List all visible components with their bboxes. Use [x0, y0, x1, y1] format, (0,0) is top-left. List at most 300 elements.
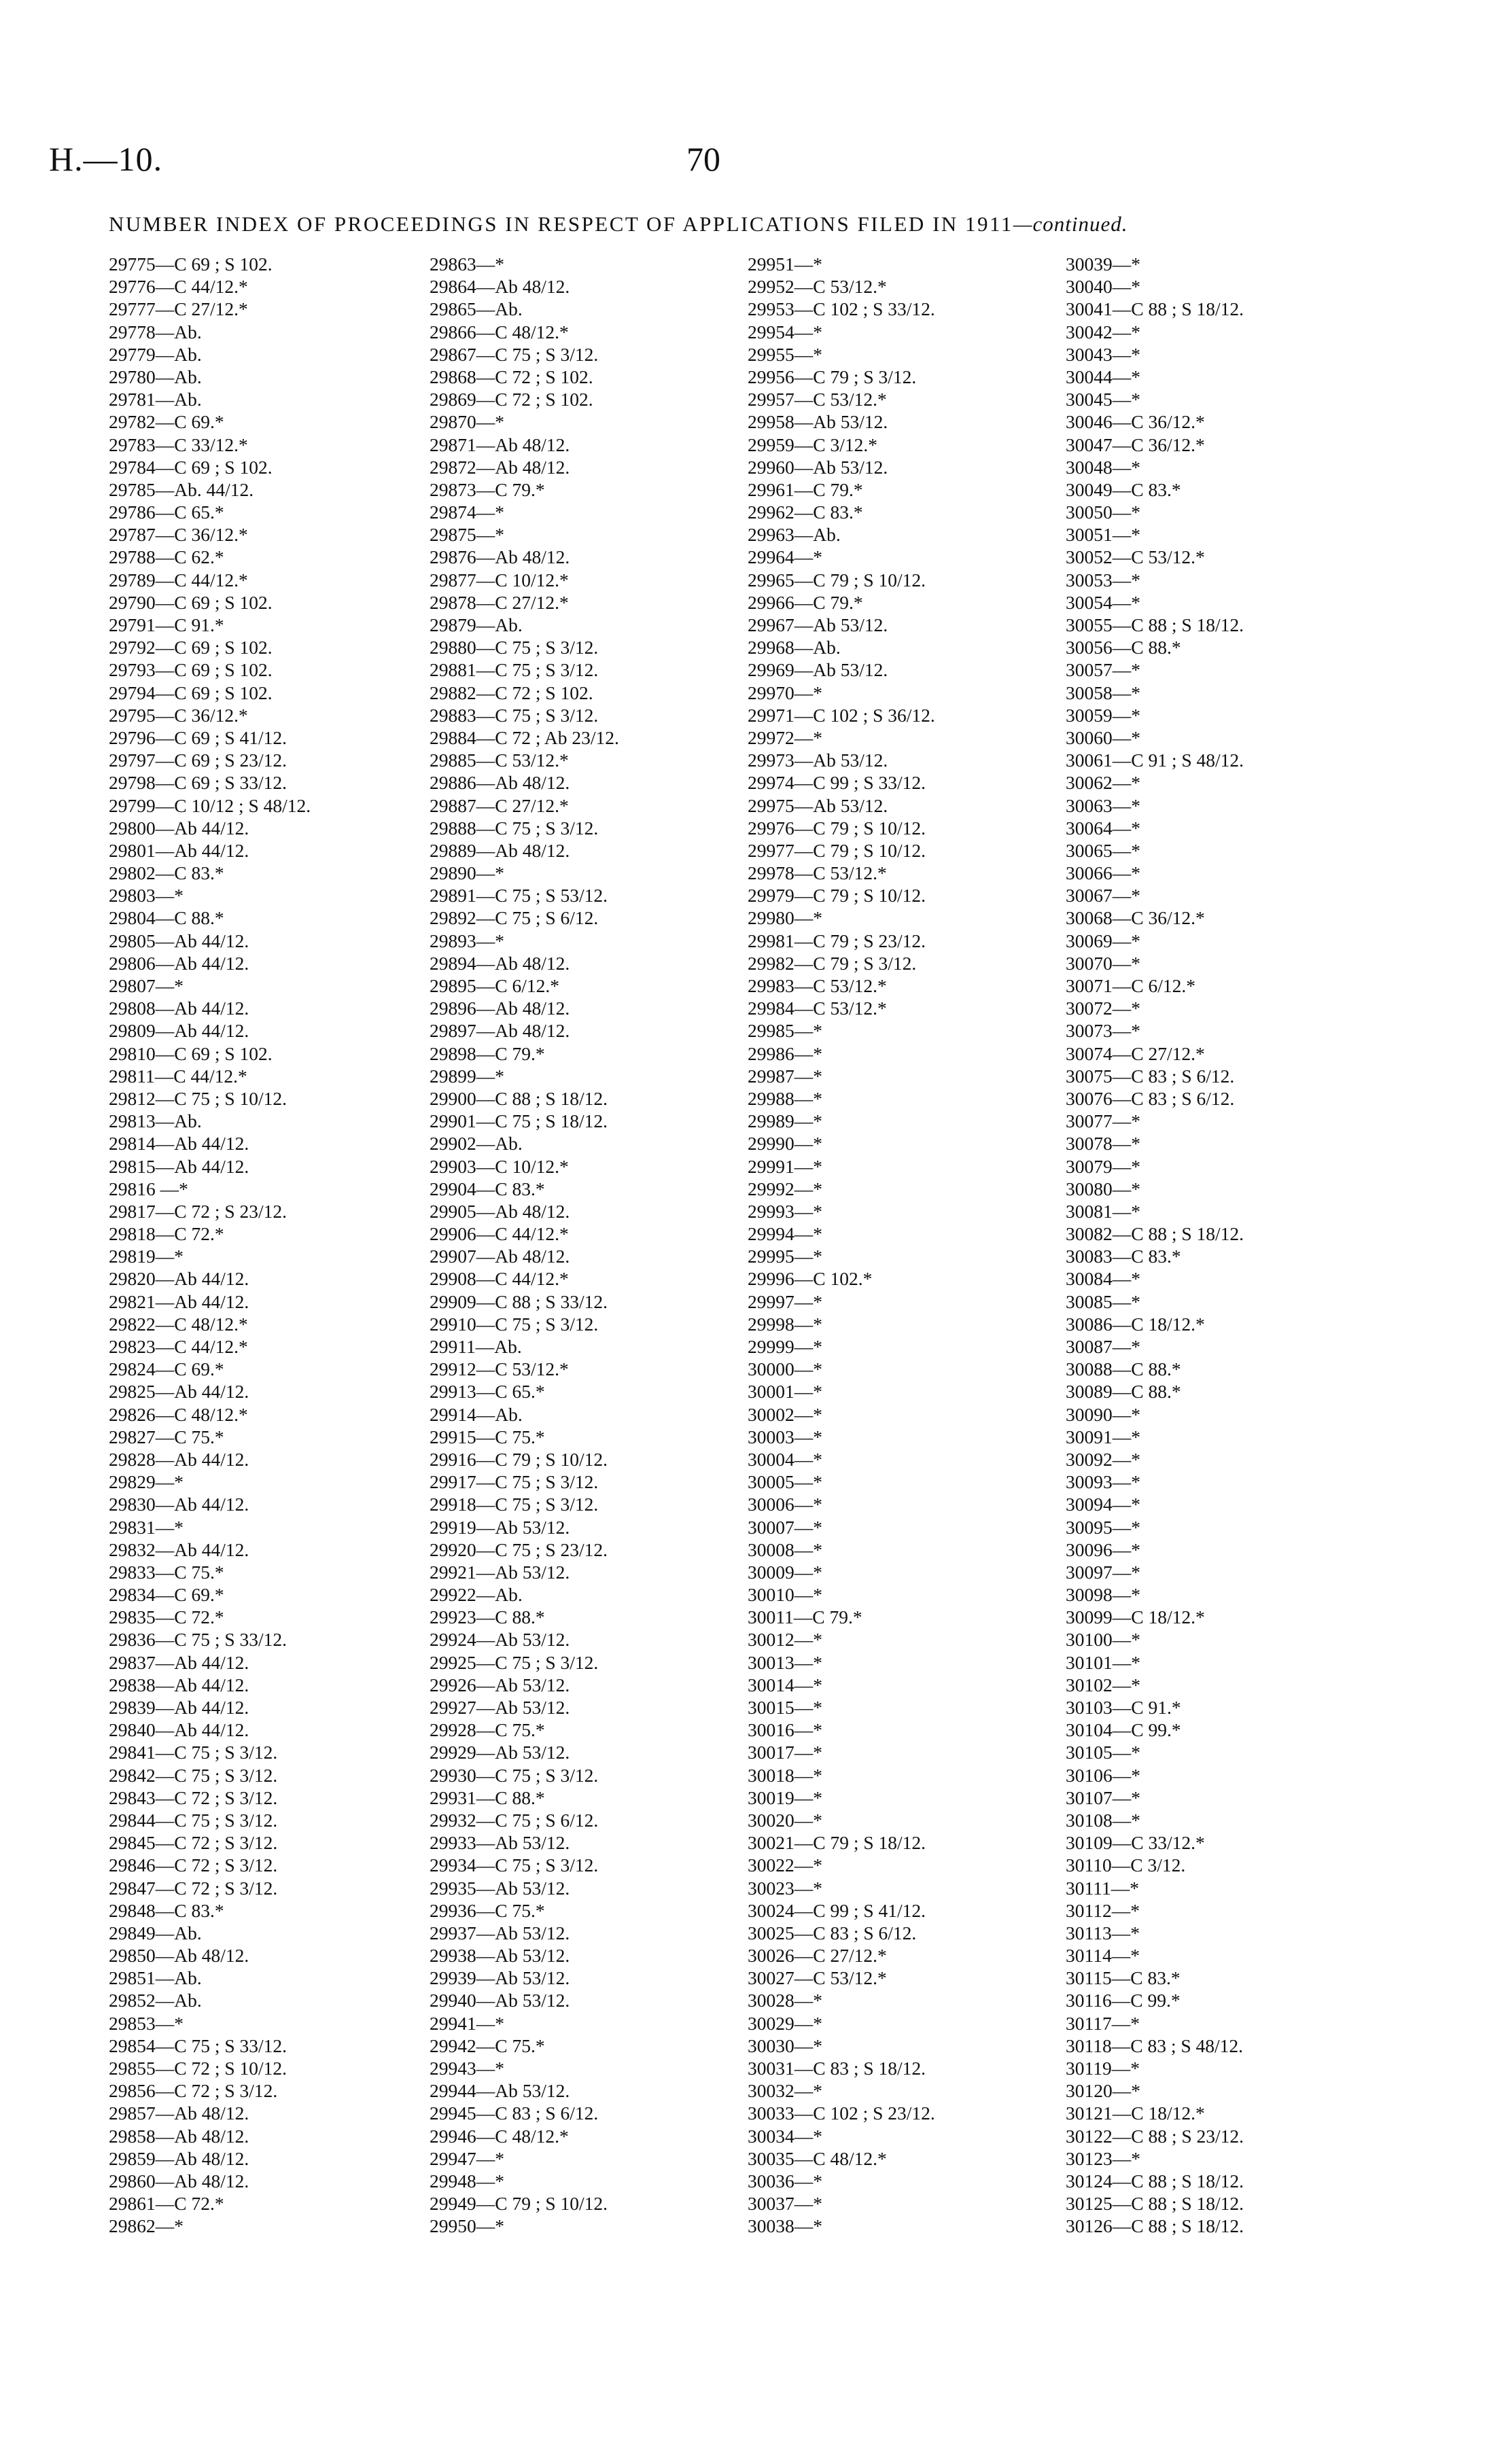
index-entry: 30126—C 88 ; S 18/12.: [1066, 2215, 1244, 2237]
index-entry: 29974—C 99 ; S 33/12.: [748, 772, 926, 794]
index-entry: 29924—Ab 53/12.: [430, 1629, 570, 1651]
index-entry: 30005—*: [748, 1471, 822, 1493]
index-entry: 30074—C 27/12.*: [1066, 1042, 1205, 1064]
index-entry: 29927—Ab 53/12.: [430, 1697, 570, 1718]
index-entry: 29864—Ab 48/12.: [430, 276, 570, 298]
index-entry: 29861—C 72.*: [109, 2193, 224, 2215]
index-entry: 29775—C 69 ; S 102.: [109, 253, 273, 275]
index-entry: 29911—Ab.: [430, 1336, 522, 1357]
index-entry: 29907—Ab 48/12.: [430, 1246, 570, 1267]
index-entry: 30015—*: [748, 1697, 822, 1718]
index-entry: 29957—C 53/12.*: [748, 389, 887, 410]
index-entry: 30049—C 83.*: [1066, 478, 1181, 500]
index-entry: 29937—Ab 53/12.: [430, 1922, 570, 1943]
index-entry: 30102—*: [1066, 1674, 1140, 1695]
index-entry: 30032—*: [748, 2080, 822, 2102]
index-entry: 29820—Ab 44/12.: [109, 1268, 249, 1290]
index-entry: 29923—C 88.*: [430, 1606, 545, 1628]
index-entry: 29960—Ab 53/12.: [748, 456, 888, 478]
index-entry: 29892—C 75 ; S 6/12.: [430, 907, 599, 929]
index-entry: 29901—C 75 ; S 18/12.: [430, 1110, 608, 1132]
index-entry: 30124—C 88 ; S 18/12.: [1066, 2170, 1244, 2192]
index-entry: 30002—*: [748, 1403, 822, 1425]
index-entry: 29943—*: [430, 2058, 504, 2079]
index-entry: 29895—C 6/12.*: [430, 975, 559, 996]
index-entry: 30093—*: [1066, 1471, 1140, 1493]
index-entry: 30109—C 33/12.*: [1066, 1832, 1205, 1854]
index-entry: 29888—C 75 ; S 3/12.: [430, 817, 599, 839]
index-entry: 29899—*: [430, 1065, 504, 1087]
index-entry: 29790—C 69 ; S 102.: [109, 591, 273, 613]
index-title-text: NUMBER INDEX OF PROCEEDINGS IN RESPECT OF APPLICATIONS FILED IN 1911: [109, 212, 1013, 236]
index-entry: 30113—*: [1066, 1922, 1140, 1943]
index-entry: 29984—C 53/12.*: [748, 998, 887, 1019]
index-entry: 29994—*: [748, 1223, 822, 1245]
index-entry: 30101—*: [1066, 1651, 1140, 1673]
index-entry: 29804—C 88.*: [109, 907, 224, 929]
index-entry: 29940—Ab 53/12.: [430, 1990, 570, 2011]
index-entry: 29890—*: [430, 862, 504, 884]
index-entry: 29879—Ab.: [430, 614, 523, 635]
index-entry: 30111—*: [1066, 1877, 1139, 1899]
index-entry: 29841—C 75 ; S 3/12.: [109, 1742, 278, 1763]
index-entry: 29806—Ab 44/12.: [109, 952, 249, 974]
index-entry: 30110—C 3/12.: [1066, 1854, 1186, 1876]
index-entry: 30118—C 83 ; S 48/12.: [1066, 2035, 1244, 2056]
index-entry: 30053—*: [1066, 569, 1140, 591]
index-entry: 29951—*: [748, 253, 822, 275]
index-entry: 29977—C 79 ; S 10/12.: [748, 839, 926, 861]
index-entry: 30014—*: [748, 1674, 822, 1695]
index-entry: 30084—*: [1066, 1268, 1140, 1290]
index-entry: 29815—Ab 44/12.: [109, 1155, 249, 1177]
index-entry: 30115—C 83.*: [1066, 1967, 1181, 1989]
index-entry: 30075—C 83 ; S 6/12.: [1066, 1065, 1235, 1087]
index-entry: 29990—*: [748, 1133, 822, 1155]
index-entry: 29908—C 44/12.*: [430, 1268, 569, 1290]
index-entry: 29900—C 88 ; S 18/12.: [430, 1087, 608, 1109]
index-entry: 29919—Ab 53/12.: [430, 1516, 570, 1538]
index-entry: 29863—*: [430, 253, 504, 275]
index-entry: 29916—C 79 ; S 10/12.: [430, 1448, 608, 1470]
index-entry: 29893—*: [430, 930, 504, 951]
index-entry: 30030—*: [748, 2035, 822, 2056]
index-entry: 30117—*: [1066, 2012, 1140, 2034]
index-entry: 29845—C 72 ; S 3/12.: [109, 1832, 278, 1854]
index-entry: 30083—C 83.*: [1066, 1246, 1181, 1267]
index-entry: 30038—*: [748, 2215, 822, 2237]
index-entry: 29847—C 72 ; S 3/12.: [109, 1877, 278, 1899]
index-column-3: [748, 253, 1074, 2238]
index-entry: 30009—*: [748, 1561, 822, 1583]
index-entry: 29925—C 75 ; S 3/12.: [430, 1651, 599, 1673]
index-entry: 30107—*: [1066, 1787, 1140, 1808]
index-entry: 30017—*: [748, 1742, 822, 1763]
index-entry: 30119—*: [1066, 2058, 1140, 2079]
index-entry: 29829—*: [109, 1471, 184, 1493]
index-entry: 29913—C 65.*: [430, 1381, 545, 1403]
index-entry: 29803—*: [109, 885, 184, 907]
index-entry: 30072—*: [1066, 998, 1140, 1019]
index-entry: 29952—C 53/12.*: [748, 276, 887, 298]
index-entry: 30059—*: [1066, 704, 1140, 726]
index-entry: 29958—Ab 53/12.: [748, 411, 888, 433]
index-entry: 29947—*: [430, 2147, 504, 2169]
index-entry: 29970—*: [748, 682, 822, 703]
index-entry: 30058—*: [1066, 682, 1140, 703]
index-entry: 30105—*: [1066, 1742, 1140, 1763]
index-entry: 29995—*: [748, 1246, 822, 1267]
index-entry: 29872—Ab 48/12.: [430, 456, 570, 478]
index-entry: 30026—C 27/12.*: [748, 1945, 887, 1967]
index-entry: 30122—C 88 ; S 23/12.: [1066, 2125, 1244, 2147]
index-entry: 30050—*: [1066, 501, 1140, 523]
index-entry: 29855—C 72 ; S 10/12.: [109, 2058, 287, 2079]
index-entry: 30079—*: [1066, 1155, 1140, 1177]
index-entry: 29844—C 75 ; S 3/12.: [109, 1809, 278, 1831]
index-entry: 30001—*: [748, 1381, 822, 1403]
index-entry: 29785—Ab. 44/12.: [109, 478, 254, 500]
index-entry: 30042—*: [1066, 321, 1140, 342]
index-entry: 30011—C 79.*: [748, 1606, 862, 1628]
index-entry: 29964—*: [748, 546, 822, 568]
index-entry: 29823—C 44/12.*: [109, 1336, 248, 1357]
index-entry: 29926—Ab 53/12.: [430, 1674, 570, 1695]
index-title-continued: —continued.: [1013, 212, 1128, 236]
index-entry: 29980—*: [748, 907, 822, 929]
index-entry: 30046—C 36/12.*: [1066, 411, 1205, 433]
index-entry: 29793—C 69 ; S 102.: [109, 659, 273, 681]
index-entry: 30125—C 88 ; S 18/12.: [1066, 2193, 1244, 2215]
index-entry: 30121—C 18/12.*: [1066, 2102, 1205, 2124]
index-entry: 29867—C 75 ; S 3/12.: [430, 343, 599, 365]
index-entry: 29835—C 72.*: [109, 1606, 224, 1628]
index-entry: 29860—Ab 48/12.: [109, 2170, 249, 2192]
index-entry: 30071—C 6/12.*: [1066, 975, 1195, 996]
index-entry: 29938—Ab 53/12.: [430, 1945, 570, 1967]
index-entry: 29794—C 69 ; S 102.: [109, 682, 273, 703]
index-entry: 29827—C 75.*: [109, 1426, 224, 1447]
index-entry: 29904—C 83.*: [430, 1178, 545, 1199]
index-entry: 29942—C 75.*: [430, 2035, 545, 2056]
index-entry: 29896—Ab 48/12.: [430, 998, 570, 1019]
index-entry: 29843—C 72 ; S 3/12.: [109, 1787, 278, 1808]
index-entry: 29939—Ab 53/12.: [430, 1967, 570, 1989]
index-entry: 29945—C 83 ; S 6/12.: [430, 2102, 599, 2124]
index-entry: 29941—*: [430, 2012, 504, 2034]
index-entry: 29963—Ab.: [748, 524, 841, 546]
index-entry: 30020—*: [748, 1809, 822, 1831]
index-entry: 29791—C 91.*: [109, 614, 224, 635]
index-entry: 29780—Ab.: [109, 366, 202, 387]
index-entry: 29881—C 75 ; S 3/12.: [430, 659, 599, 681]
index-entry: 29997—*: [748, 1290, 822, 1312]
index-entry: 29826—C 48/12.*: [109, 1403, 248, 1425]
index-entry: 29830—Ab 44/12.: [109, 1494, 249, 1515]
index-column-4: [1066, 253, 1392, 2238]
index-entry: 29889—Ab 48/12.: [430, 839, 570, 861]
index-entry: 29912—C 53/12.*: [430, 1358, 569, 1380]
index-entry: 30029—*: [748, 2012, 822, 2034]
index-entry: 30081—*: [1066, 1200, 1140, 1222]
index-entry: 30112—*: [1066, 1899, 1140, 1921]
index-entry: 30096—*: [1066, 1538, 1140, 1560]
index-entry: 29935—Ab 53/12.: [430, 1877, 570, 1899]
index-entry: 30034—*: [748, 2125, 822, 2147]
index-entry: 29965—C 79 ; S 10/12.: [748, 569, 926, 591]
index-entry: 29910—C 75 ; S 3/12.: [430, 1313, 599, 1335]
index-entry: 29955—*: [748, 343, 822, 365]
index-entry: 29798—C 69 ; S 33/12.: [109, 772, 287, 794]
index-entry: 30024—C 99 ; S 41/12.: [748, 1899, 926, 1921]
index-entry: 29839—Ab 44/12.: [109, 1697, 249, 1718]
index-entry: 29905—Ab 48/12.: [430, 1200, 570, 1222]
index-entry: 29885—C 53/12.*: [430, 750, 569, 771]
index-entry: 29950—*: [430, 2215, 504, 2237]
index-entry: 30051—*: [1066, 524, 1140, 546]
index-entry: 30067—*: [1066, 885, 1140, 907]
index-entry: 29792—C 69 ; S 102.: [109, 637, 273, 658]
index-entry: 30013—*: [748, 1651, 822, 1673]
index-entry: 30054—*: [1066, 591, 1140, 613]
index-entry: 29886—Ab 48/12.: [430, 772, 570, 794]
index-entry: 29875—*: [430, 524, 504, 546]
index-entry: 29805—Ab 44/12.: [109, 930, 249, 951]
index-entry: 29813—Ab.: [109, 1110, 202, 1132]
index-entry: 30045—*: [1066, 389, 1140, 410]
index-entry: 29868—C 72 ; S 102.: [430, 366, 593, 387]
index-entry: 30040—*: [1066, 276, 1140, 298]
index-entry: 30060—*: [1066, 726, 1140, 748]
index-entry: 29989—*: [748, 1110, 822, 1132]
index-entry: 29850—Ab 48/12.: [109, 1945, 249, 1967]
index-entry: 29959—C 3/12.*: [748, 434, 877, 455]
document-reference: H.—10.: [49, 140, 163, 178]
index-entry: 30068—C 36/12.*: [1066, 907, 1205, 929]
index-entry: 30018—*: [748, 1764, 822, 1786]
index-entry: 30057—*: [1066, 659, 1140, 681]
index-entry: 29969—Ab 53/12.: [748, 659, 888, 681]
index-entry: 29842—C 75 ; S 3/12.: [109, 1764, 278, 1786]
index-entry: 29914—Ab.: [430, 1403, 523, 1425]
index-entry: 29917—C 75 ; S 3/12.: [430, 1471, 599, 1493]
index-entry: 30010—*: [748, 1584, 822, 1606]
index-entry: 29878—C 27/12.*: [430, 591, 569, 613]
index-entry: 30063—*: [1066, 794, 1140, 816]
index-entry: 30097—*: [1066, 1561, 1140, 1583]
index-entry: 30056—C 88.*: [1066, 637, 1181, 658]
index-entry: 29983—C 53/12.*: [748, 975, 887, 996]
index-entry: 29946—C 48/12.*: [430, 2125, 569, 2147]
index-entry: 29870—*: [430, 411, 504, 433]
index-entry: 29967—Ab 53/12.: [748, 614, 888, 635]
index-entry: 29853—*: [109, 2012, 184, 2034]
index-entry: 29866—C 48/12.*: [430, 321, 569, 342]
index-entry: 30090—*: [1066, 1403, 1140, 1425]
index-entry: 29998—*: [748, 1313, 822, 1335]
index-entry: 30039—*: [1066, 253, 1140, 275]
index-entry: 29779—Ab.: [109, 343, 202, 365]
index-entry: 29856—C 72 ; S 3/12.: [109, 2080, 278, 2102]
index-entry: 30100—*: [1066, 1629, 1140, 1651]
index-entry: 29831—*: [109, 1516, 184, 1538]
index-entry: 29883—C 75 ; S 3/12.: [430, 704, 599, 726]
index-entry: 30003—*: [748, 1426, 822, 1447]
index-entry: 29973—Ab 53/12.: [748, 750, 888, 771]
index-entry: 30098—*: [1066, 1584, 1140, 1606]
index-entry: 29797—C 69 ; S 23/12.: [109, 750, 287, 771]
index-entry: 29786—C 65.*: [109, 501, 224, 523]
index-entry: 29865—Ab.: [430, 298, 523, 320]
index-entry: 29936—C 75.*: [430, 1899, 545, 1921]
index-entry: 29787—C 36/12.*: [109, 524, 248, 546]
index-entry: 29922—Ab.: [430, 1584, 523, 1606]
index-entry: 29880—C 75 ; S 3/12.: [430, 637, 599, 658]
index-entry: 30066—*: [1066, 862, 1140, 884]
index-entry: 29818—C 72.*: [109, 1223, 224, 1245]
index-entry: 29846—C 72 ; S 3/12.: [109, 1854, 278, 1876]
index-entry: 29811—C 44/12.*: [109, 1065, 247, 1087]
index-entry: 29992—*: [748, 1178, 822, 1199]
page-number: 70: [686, 140, 720, 178]
index-entry: 29840—Ab 44/12.: [109, 1719, 249, 1741]
index-entry: 29986—*: [748, 1042, 822, 1064]
index-entry: 29972—*: [748, 726, 822, 748]
index-entry: 30036—*: [748, 2170, 822, 2192]
index-entry: 29808—Ab 44/12.: [109, 998, 249, 1019]
index-entry: 29897—Ab 48/12.: [430, 1020, 570, 1042]
index-entry: 30094—*: [1066, 1494, 1140, 1515]
index-entry: 29982—C 79 ; S 3/12.: [748, 952, 917, 974]
index-entry: 30077—*: [1066, 1110, 1140, 1132]
index-entry: 29834—C 69.*: [109, 1584, 224, 1606]
index-entry: 30095—*: [1066, 1516, 1140, 1538]
index-entry: 30027—C 53/12.*: [748, 1967, 887, 1989]
index-title: [109, 212, 1441, 236]
index-entry: 30047—C 36/12.*: [1066, 434, 1205, 455]
index-entry: 29930—C 75 ; S 3/12.: [430, 1764, 599, 1786]
index-entry: 29799—C 10/12 ; S 48/12.: [109, 794, 311, 816]
index-entry: 29789—C 44/12.*: [109, 569, 248, 591]
index-entry: 30061—C 91 ; S 48/12.: [1066, 750, 1244, 771]
index-entry: 29838—Ab 44/12.: [109, 1674, 249, 1695]
index-entry: 30076—C 83 ; S 6/12.: [1066, 1087, 1235, 1109]
index-column-2: [430, 253, 756, 2238]
index-entry: 30080—*: [1066, 1178, 1140, 1199]
index-entry: 30021—C 79 ; S 18/12.: [748, 1832, 926, 1854]
index-entry: 29898—C 79.*: [430, 1042, 545, 1064]
index-entry: 29862—*: [109, 2215, 184, 2237]
index-entry: 30037—*: [748, 2193, 822, 2215]
index-entry: 29810—C 69 ; S 102.: [109, 1042, 273, 1064]
index-entry: 30008—*: [748, 1538, 822, 1560]
index-entry: 30088—C 88.*: [1066, 1358, 1181, 1380]
index-entry: 29824—C 69.*: [109, 1358, 224, 1380]
index-entry: 29828—Ab 44/12.: [109, 1448, 249, 1470]
index-entry: 30065—*: [1066, 839, 1140, 861]
index-entry: 30016—*: [748, 1719, 822, 1741]
index-column-1: [109, 253, 435, 2238]
index-entry: 30035—C 48/12.*: [748, 2147, 887, 2169]
index-entry: 29915—C 75.*: [430, 1426, 545, 1447]
index-entry: 29971—C 102 ; S 36/12.: [748, 704, 935, 726]
index-entry: 29814—Ab 44/12.: [109, 1133, 249, 1155]
index-entry: 29833—C 75.*: [109, 1561, 224, 1583]
index-entry: 29781—Ab.: [109, 389, 202, 410]
index-entry: 30044—*: [1066, 366, 1140, 387]
index-entry: 30055—C 88 ; S 18/12.: [1066, 614, 1244, 635]
index-entry: 30089—C 88.*: [1066, 1381, 1181, 1403]
index-entry: 30114—*: [1066, 1945, 1140, 1967]
index-entry: 30070—*: [1066, 952, 1140, 974]
index-entry: 29933—Ab 53/12.: [430, 1832, 570, 1854]
index-entry: 29991—*: [748, 1155, 822, 1177]
index-entry: 29953—C 102 ; S 33/12.: [748, 298, 935, 320]
index-entry: 29869—C 72 ; S 102.: [430, 389, 593, 410]
index-entry: 29968—Ab.: [748, 637, 841, 658]
index-entry: 29976—C 79 ; S 10/12.: [748, 817, 926, 839]
index-entry: 29783—C 33/12.*: [109, 434, 248, 455]
index-entry: 30000—*: [748, 1358, 822, 1380]
index-entry: 29966—C 79.*: [748, 591, 863, 613]
index-entry: 29920—C 75 ; S 23/12.: [430, 1538, 608, 1560]
index-entry: 30052—C 53/12.*: [1066, 546, 1205, 568]
index-entry: 29776—C 44/12.*: [109, 276, 248, 298]
index-entry: 30043—*: [1066, 343, 1140, 365]
index-entry: 29903—C 10/12.*: [430, 1155, 569, 1177]
index-entry: 29981—C 79 ; S 23/12.: [748, 930, 926, 951]
index-entry: 30086—C 18/12.*: [1066, 1313, 1205, 1335]
index-entry: 30007—*: [748, 1516, 822, 1538]
index-entry: 29932—C 75 ; S 6/12.: [430, 1809, 599, 1831]
index-entry: 29993—*: [748, 1200, 822, 1222]
index-entry: 29948—*: [430, 2170, 504, 2192]
index-entry: 30048—*: [1066, 456, 1140, 478]
index-entry: 29788—C 62.*: [109, 546, 224, 568]
index-entry: 29795—C 36/12.*: [109, 704, 248, 726]
index-entry: 29851—Ab.: [109, 1967, 202, 1989]
index-entry: 29852—Ab.: [109, 1990, 202, 2011]
index-entry: 30012—*: [748, 1629, 822, 1651]
index-entry: 29921—Ab 53/12.: [430, 1561, 570, 1583]
index-entry: 29849—Ab.: [109, 1922, 202, 1943]
index-entry: 29807—*: [109, 975, 184, 996]
index-entry: 30028—*: [748, 1990, 822, 2011]
index-entry: 29906—C 44/12.*: [430, 1223, 569, 1245]
index-entry: 30041—C 88 ; S 18/12.: [1066, 298, 1244, 320]
index-entry: 30099—C 18/12.*: [1066, 1606, 1205, 1628]
index-entry: 30064—*: [1066, 817, 1140, 839]
index-entry: 30004—*: [748, 1448, 822, 1470]
index-entry: 29816 —*: [109, 1178, 188, 1199]
index-entry: 29902—Ab.: [430, 1133, 523, 1155]
index-entry: 29962—C 83.*: [748, 501, 863, 523]
index-entry: 29871—Ab 48/12.: [430, 434, 570, 455]
index-entry: 29929—Ab 53/12.: [430, 1742, 570, 1763]
index-entry: 29975—Ab 53/12.: [748, 794, 888, 816]
index-entry: 29778—Ab.: [109, 321, 202, 342]
index-entry: 29876—Ab 48/12.: [430, 546, 570, 568]
index-entry: 30116—C 99.*: [1066, 1990, 1181, 2011]
index-entry: 30120—*: [1066, 2080, 1140, 2102]
index-entry: 30033—C 102 ; S 23/12.: [748, 2102, 935, 2124]
index-entry: 29857—Ab 48/12.: [109, 2102, 249, 2124]
index-entry: 29887—C 27/12.*: [430, 794, 569, 816]
index-entry: 29858—Ab 48/12.: [109, 2125, 249, 2147]
index-entry: 30006—*: [748, 1494, 822, 1515]
index-entry: 30108—*: [1066, 1809, 1140, 1831]
index-entry: 29837—Ab 44/12.: [109, 1651, 249, 1673]
